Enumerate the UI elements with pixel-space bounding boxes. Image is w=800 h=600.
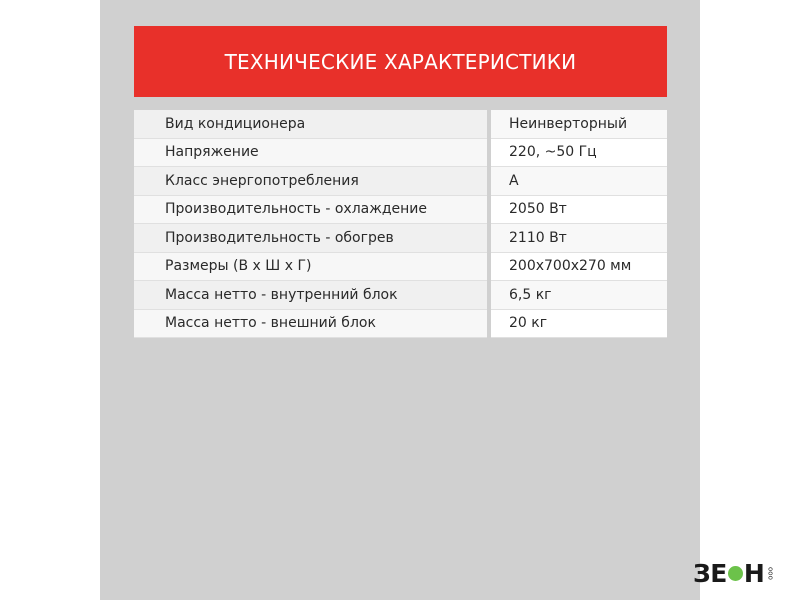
spec-label: Производительность - обогрев <box>134 224 487 253</box>
spec-row-dimensions <box>134 253 667 282</box>
spec-value: 220, ~50 Гц <box>491 139 667 168</box>
spec-value: 2050 Вт <box>491 196 667 225</box>
logo-text-part2: Н <box>743 558 765 588</box>
spec-row-indoor-weight <box>134 281 667 310</box>
spec-row-voltage <box>134 139 667 168</box>
spec-row-ac-type <box>134 110 667 139</box>
spec-row-outdoor-weight <box>134 310 667 339</box>
spec-row-heating <box>134 224 667 253</box>
spec-label: Класс энергопотребления <box>134 167 487 196</box>
spec-label: Вид кондиционера <box>134 110 487 139</box>
spec-value: Неинверторный <box>491 110 667 139</box>
specs-title: ТЕХНИЧЕСКИЕ ХАРАКТЕРИСТИКИ <box>224 49 577 74</box>
spec-label: Напряжение <box>134 139 487 168</box>
spec-row-energy-class <box>134 167 667 196</box>
brand-logo <box>693 556 773 590</box>
specs-table <box>134 110 667 338</box>
spec-value: А <box>491 167 667 196</box>
spec-label: Масса нетто - внешний блок <box>134 310 487 339</box>
logo-text-part1: ЗЕ <box>693 558 727 588</box>
specs-header <box>134 26 667 97</box>
logo-subtext: ооо <box>766 566 775 580</box>
spec-label: Производительность - охлаждение <box>134 196 487 225</box>
logo-dot-icon <box>728 566 743 581</box>
spec-label: Масса нетто - внутренний блок <box>134 281 487 310</box>
spec-label: Размеры (В х Ш х Г) <box>134 253 487 282</box>
spec-value: 2110 Вт <box>491 224 667 253</box>
spec-value: 6,5 кг <box>491 281 667 310</box>
spec-row-cooling <box>134 196 667 225</box>
spec-value: 20 кг <box>491 310 667 339</box>
spec-value: 200х700х270 мм <box>491 253 667 282</box>
